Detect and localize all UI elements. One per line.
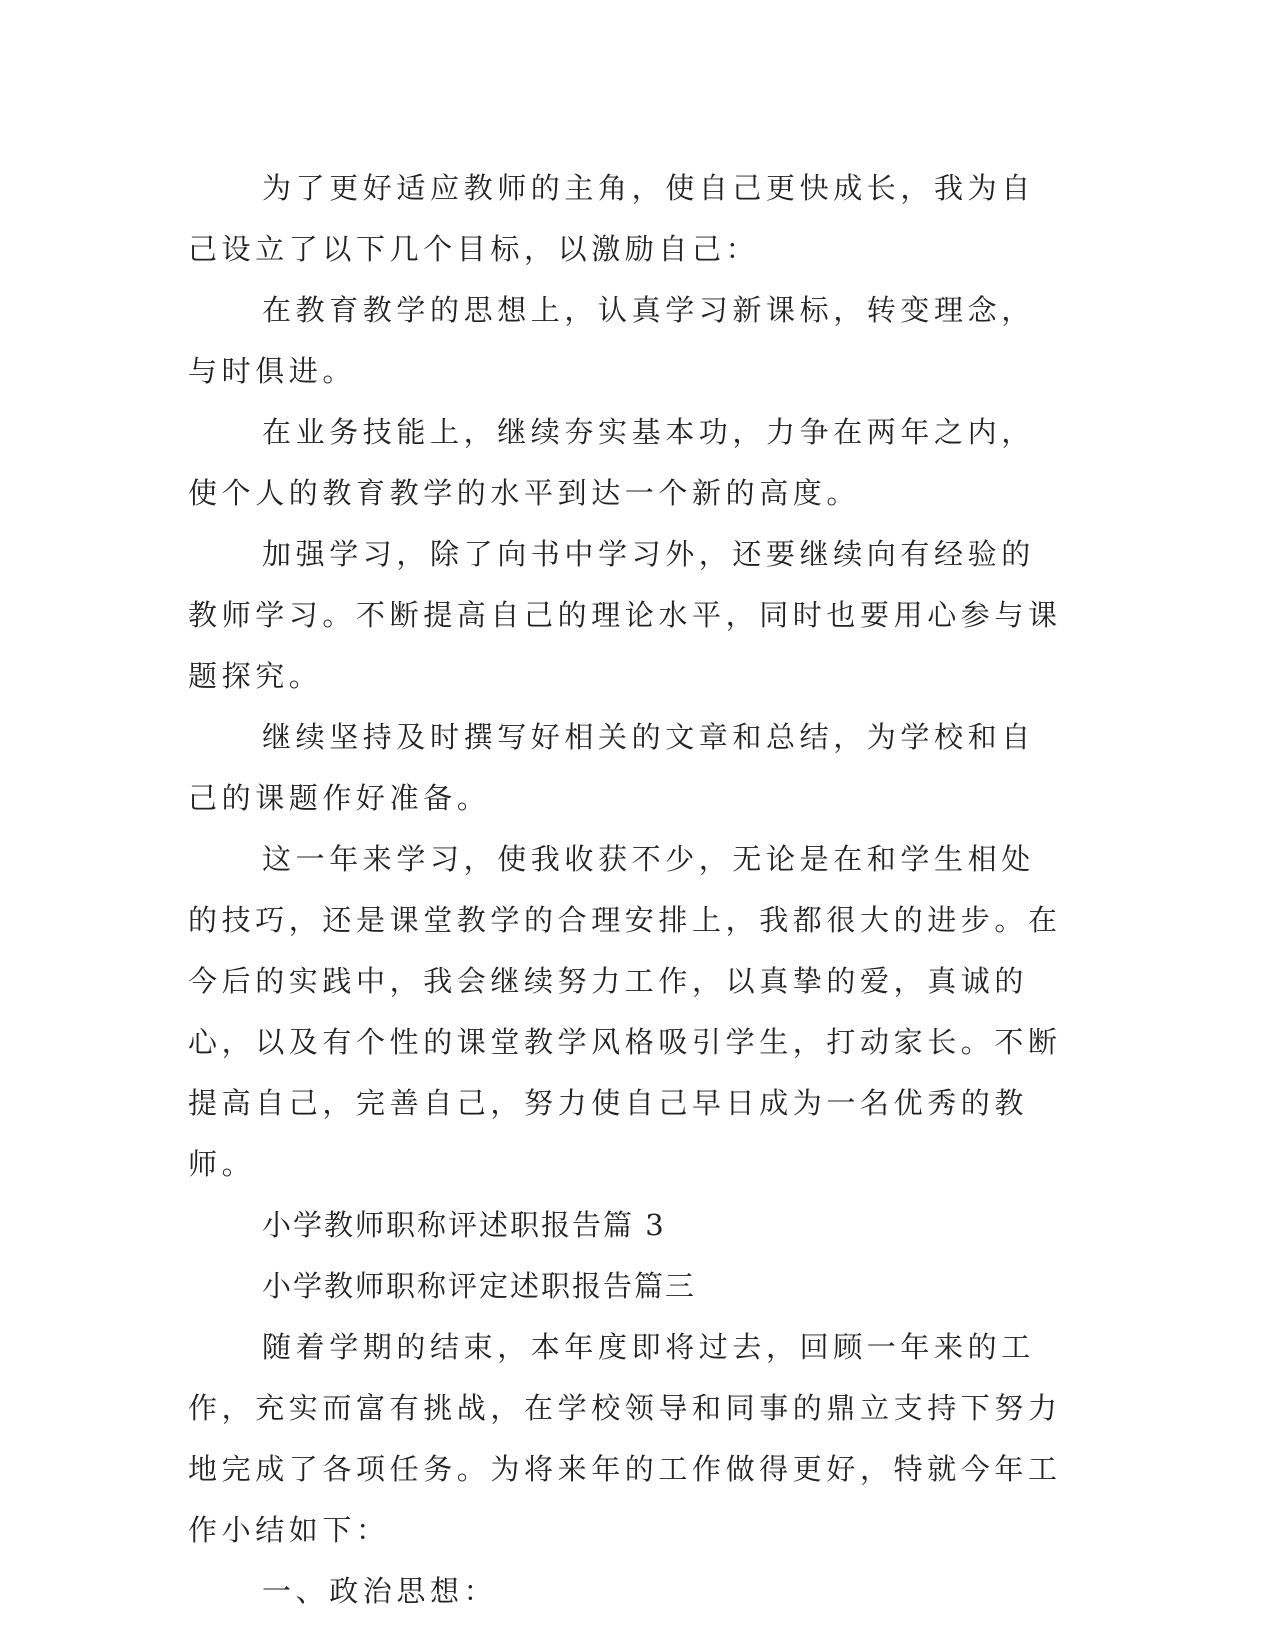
section-subtitle-part-three: 小学教师职称评定述职报告篇三	[262, 1269, 697, 1303]
paragraph-goal-learning: 加强学习，除了向书中学习外，还要继续向有经验的教师学习。不断提高自己的理论水平，同时也要用心参与课题探究。	[188, 537, 1062, 693]
section-title-part-3: 小学教师职称评述职报告篇 3	[262, 1208, 666, 1242]
section-heading-politics: 一、政治思想：	[262, 1574, 498, 1608]
paragraph-year-summary: 这一年来学习，使我收获不少，无论是在和学生相处的技巧，还是课堂教学的合理安排上，我都很大的进步。在今后的实践中，我会继续努力工作，以真挚的爱，真诚的心，以及有个性的课堂教学风格吸引学生，打动家长。不断提高自己，完善自己，努力使自己早日成为一名优秀的教师。	[188, 842, 1062, 1181]
paragraph-review-intro: 随着学期的结束，本年度即将过去，回顾一年来的工作，充实而富有挑战，在学校领导和同事的鼎立支持下努力地完成了各项任务。为将来年的工作做得更好，特就今年工作小结如下：	[188, 1330, 1062, 1547]
paragraph-goal-thinking: 在教育教学的思想上，认真学习新课标，转变理念，与时俱进。	[188, 293, 1035, 388]
document-body	[188, 158, 1068, 1622]
paragraph-goal-skills: 在业务技能上，继续夯实基本功，力争在两年之内，使个人的教育教学的水平到达一个新的高度。	[188, 415, 1035, 510]
paragraph-goal-writing: 继续坚持及时撰写好相关的文章和总结，为学校和自己的课题作好准备。	[188, 720, 1035, 815]
paragraph-goals-intro: 为了更好适应教师的主角，使自己更快成长，我为自己设立了以下几个目标，以激励自己：	[188, 171, 1035, 266]
